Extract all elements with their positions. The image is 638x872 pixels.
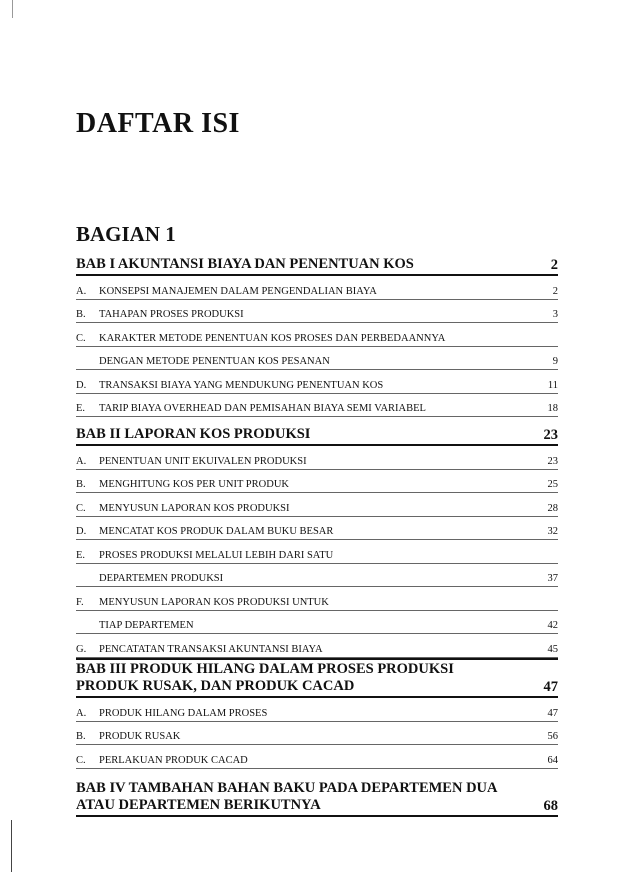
- chapter-page: 2: [550, 257, 558, 273]
- entry-page: 11: [547, 379, 558, 391]
- entry-page: 18: [547, 403, 558, 414]
- entry-letter: E.: [76, 549, 86, 561]
- entry-letter: B.: [76, 731, 86, 742]
- entry-text: TRANSAKSI BIAYA YANG MENDUKUNG PENENTUAN KOS: [99, 379, 384, 391]
- chapter-heading: [76, 256, 558, 276]
- chapter-title: BAB II LAPORAN KOS PRODUKSI: [76, 426, 311, 442]
- chapter-title-line-1: BAB IV TAMBAHAN BAHAN BAKU PADA DEPARTEMEN DUA: [76, 780, 498, 796]
- toc-entry[interactable]: [76, 470, 558, 494]
- chapter-page: 47: [543, 679, 558, 695]
- entry-text: TIAP DEPARTEMEN: [99, 620, 194, 631]
- entry-text: MENYUSUN LAPORAN KOS PRODUKSI: [99, 502, 290, 514]
- chapter-title: BAB I AKUNTANSI BIAYA DAN PENENTUAN KOS: [76, 256, 414, 272]
- chapter-2: [76, 426, 558, 658]
- toc-entry[interactable]: [76, 722, 558, 746]
- entry-letter: C.: [76, 332, 86, 344]
- toc-entry[interactable]: [76, 493, 558, 517]
- entry-text: PRODUK RUSAK: [99, 731, 181, 742]
- entry-text: PROSES PRODUKSI MELALUI LEBIH DARI SATU: [99, 549, 334, 561]
- toc-entry[interactable]: [76, 300, 558, 324]
- entry-text: TAHAPAN PROSES PRODUKSI: [99, 309, 244, 320]
- entry-text: PERLAKUAN PRODUK CACAD: [99, 754, 248, 766]
- toc-entry[interactable]: [76, 276, 558, 300]
- part-heading: BAGIAN 1: [76, 222, 176, 246]
- entry-page: 56: [547, 731, 558, 742]
- entry-page: 64: [547, 754, 558, 766]
- toc-entry[interactable]: [76, 634, 558, 658]
- entry-page: 3: [552, 309, 558, 320]
- chapter-page: 68: [543, 798, 558, 814]
- entry-letter: F.: [76, 596, 84, 608]
- entry-letter: G.: [76, 643, 87, 655]
- entry-letter: C.: [76, 502, 86, 514]
- entry-page: 42: [547, 620, 558, 631]
- entry-page: 37: [547, 573, 558, 584]
- chapter-entries: [76, 698, 558, 769]
- entry-letter: D.: [76, 379, 87, 391]
- chapter-title-line-2: ATAU DEPARTEMEN BERIKUTNYA: [76, 797, 321, 813]
- entry-letter: A.: [76, 707, 87, 719]
- entry-letter: D.: [76, 526, 87, 537]
- entry-text: MENCATAT KOS PRODUK DALAM BUKU BESAR: [99, 526, 334, 537]
- scan-edge-mark: [12, 0, 13, 18]
- entry-letter: C.: [76, 754, 86, 766]
- toc-entry[interactable]: [76, 394, 558, 418]
- entry-page: 47: [547, 707, 558, 719]
- entry-page: 45: [547, 643, 558, 655]
- entry-text: PENENTUAN UNIT EKUIVALEN PRODUKSI: [99, 455, 307, 467]
- entry-text: TARIP BIAYA OVERHEAD DAN PEMISAHAN BIAYA SEMI VARIABEL: [99, 403, 426, 414]
- chapter-heading: [76, 780, 558, 817]
- chapter-heading: [76, 426, 558, 446]
- chapter-4: [76, 780, 558, 817]
- entry-page: 9: [552, 356, 558, 367]
- toc-entry[interactable]: [76, 446, 558, 470]
- chapter-title-line-1: BAB III PRODUK HILANG DALAM PROSES PRODUKSI: [76, 661, 454, 677]
- chapter-entries: [76, 446, 558, 658]
- toc-entry[interactable]: [76, 587, 558, 611]
- toc-entry[interactable]: [76, 540, 558, 564]
- entry-text: MENYUSUN LAPORAN KOS PRODUKSI UNTUK: [99, 596, 329, 608]
- toc-entry[interactable]: [76, 370, 558, 394]
- entry-text: PRODUK HILANG DALAM PROSES: [99, 707, 268, 719]
- entry-text: PENCATATAN TRANSAKSI AKUNTANSI BIAYA: [99, 643, 323, 655]
- chapter-entries: [76, 276, 558, 417]
- chapter-heading: [76, 658, 558, 698]
- toc-entry[interactable]: [76, 745, 558, 769]
- scan-edge-mark: [11, 820, 12, 872]
- entry-page: 25: [547, 479, 558, 490]
- entry-letter: B.: [76, 479, 86, 490]
- toc-entry[interactable]: [76, 323, 558, 347]
- entry-text: DENGAN METODE PENENTUAN KOS PESANAN: [99, 356, 330, 367]
- entry-page: 28: [547, 502, 558, 514]
- entry-letter: A.: [76, 455, 87, 467]
- entry-letter: A.: [76, 285, 87, 297]
- chapter-1: [76, 256, 558, 417]
- entry-text: KARAKTER METODE PENENTUAN KOS PROSES DAN PERBEDAANNYA: [99, 332, 446, 344]
- entry-letter: E.: [76, 403, 86, 414]
- entry-text: KONSEPSI MANAJEMEN DALAM PENGENDALIAN BIAYA: [99, 285, 377, 297]
- chapter-page: 23: [543, 427, 558, 443]
- entry-page: 32: [547, 526, 558, 537]
- chapter-3: [76, 658, 558, 769]
- entry-letter: B.: [76, 309, 86, 320]
- toc-entry[interactable]: [76, 564, 558, 588]
- toc-entry[interactable]: [76, 611, 558, 635]
- entry-text: MENGHITUNG KOS PER UNIT PRODUK: [99, 479, 289, 490]
- toc-entry[interactable]: [76, 698, 558, 722]
- chapter-title-line-2: PRODUK RUSAK, DAN PRODUK CACAD: [76, 678, 355, 694]
- entry-page: 23: [547, 455, 558, 467]
- toc-entry[interactable]: [76, 517, 558, 541]
- entry-page: 2: [552, 285, 558, 297]
- toc-entry[interactable]: [76, 347, 558, 371]
- page-title: DAFTAR ISI: [76, 108, 240, 139]
- entry-text: DEPARTEMEN PRODUKSI: [99, 573, 224, 584]
